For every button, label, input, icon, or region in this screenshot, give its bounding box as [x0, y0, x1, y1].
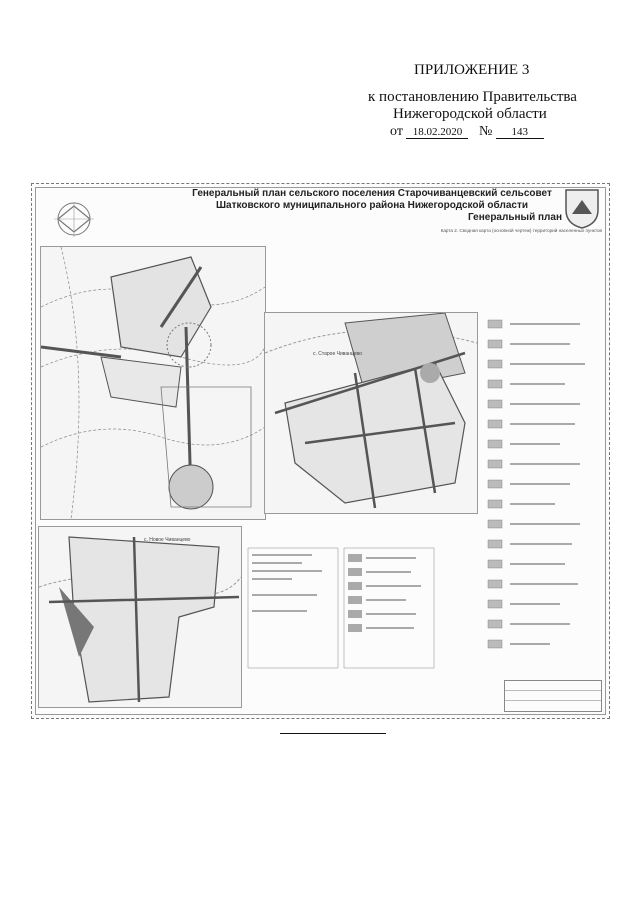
sheet-title-line1: Генеральный план сельского поселения Старочиванцевский сельсовет [192, 188, 552, 199]
legend-block-lower [246, 544, 436, 674]
coat-of-arms-icon [558, 186, 606, 230]
sheet-subtitle: Карта 2. Сводная карта (основной чертеж) территорий населенных пунктов [440, 228, 602, 233]
settlement-map-3 [38, 526, 242, 708]
resolution-date: 18.02.2020 [406, 126, 468, 139]
settlement-map-2 [264, 312, 478, 514]
map3-label: с. Новое Чиванцево [144, 537, 191, 543]
resolution-reference [390, 124, 544, 140]
legend-block-right [480, 310, 604, 680]
resolution-caption: к постановлению Правительства [368, 89, 577, 105]
orientation-diagram [44, 192, 104, 247]
sheet-title-line2: Шатковского муниципального района Нижегородской области [216, 200, 528, 211]
number-label: № [478, 124, 493, 139]
settlement-map-1 [40, 246, 266, 520]
resolution-number: 143 [496, 126, 544, 139]
from-label: от [390, 124, 403, 139]
appendix-label: ПРИЛОЖЕНИЕ 3 [414, 62, 530, 78]
sheet-title-line3: Генеральный план [468, 212, 562, 223]
sheet-title [182, 188, 562, 224]
region-caption: Нижегородской области [393, 106, 547, 122]
map2-label: с. Старое Чиванцево [313, 351, 362, 357]
master-plan-sheet [31, 183, 610, 719]
closing-rule [280, 733, 386, 734]
title-block-stamp [504, 680, 602, 712]
